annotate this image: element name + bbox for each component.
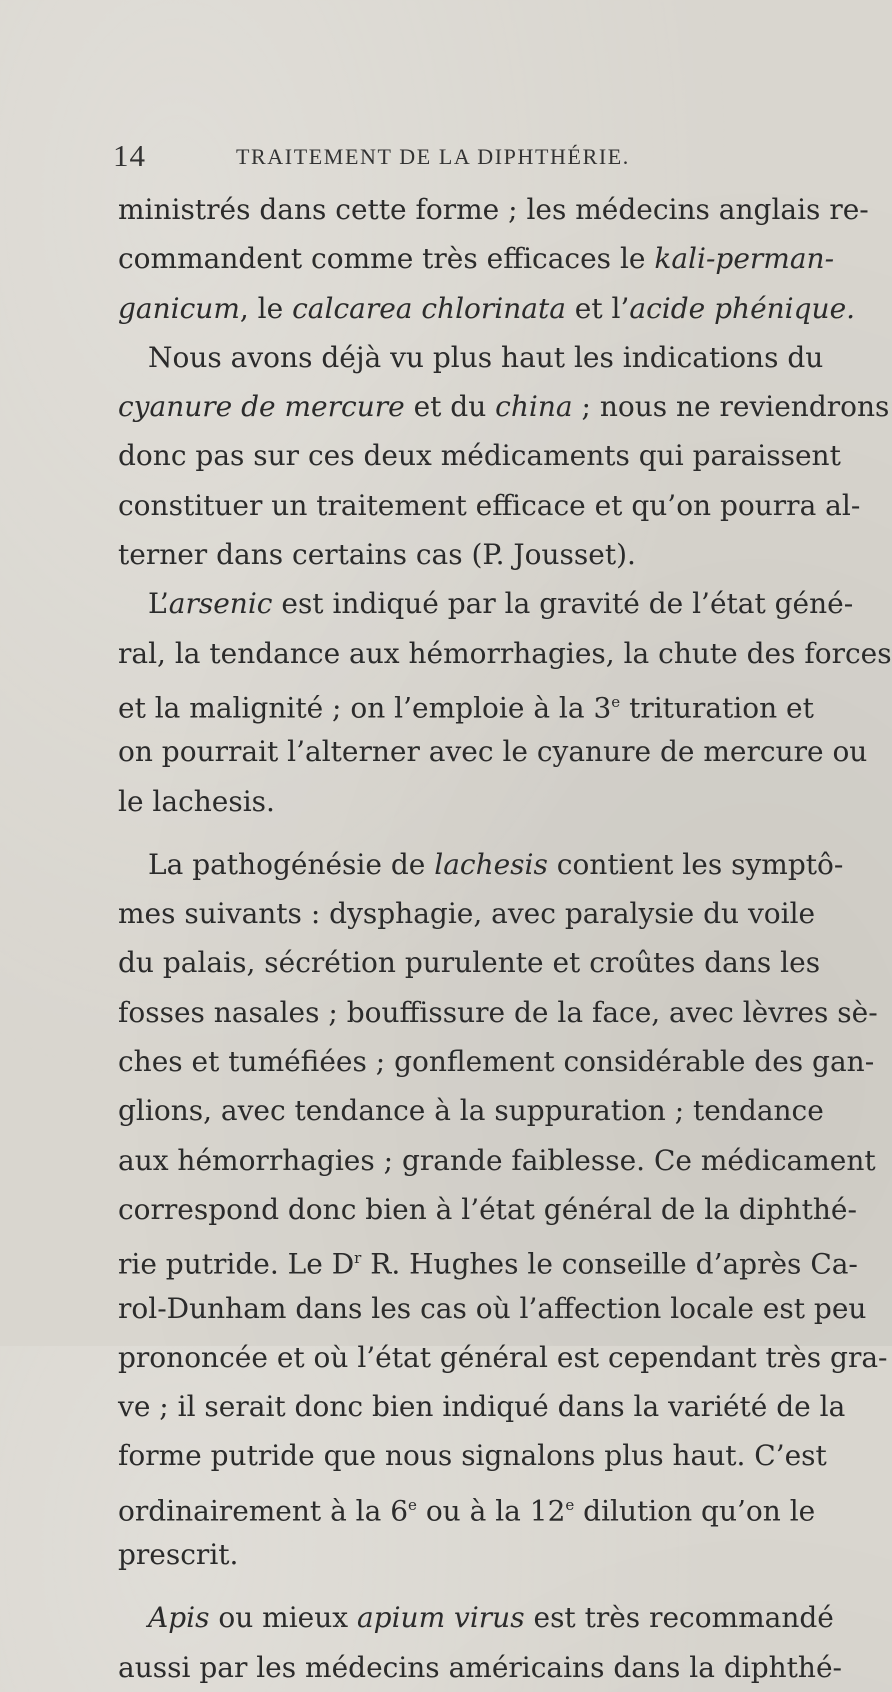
text-line: commandent comme très efficaces le kali-perman- [118, 242, 835, 276]
text-line: aussi par les médecins américains dans la diphthé- [118, 1650, 842, 1684]
text-line: ganicum, le calcarea chlorinata et l’acide phénique. [118, 291, 856, 325]
text-line: et la malignité ; on l’emploie à la 3e trituration et [118, 691, 814, 725]
paragraph-start: L’arsenic est indiqué par la gravité de l’état géné- [148, 587, 854, 621]
text-line: fosses nasales ; bouffissure de la face, avec lèvres sè- [118, 995, 878, 1029]
text-line: prononcée et où l’état général est cependant très gra- [118, 1340, 888, 1374]
text-line: rie putride. Le $D^r$ R. Hughes le conseille d’après Ca- [118, 1247, 858, 1281]
text-line: on pourrait l’alterner avec le cyanure de mercure ou [118, 735, 868, 769]
text-line: donc pas sur ces deux médicaments qui paraissent [118, 439, 841, 473]
text-line: ministrés dans cette forme ; les médecins anglais re- [118, 193, 869, 226]
text-line: aux hémorrhagies ; grande faiblesse. Ce médicament [118, 1143, 876, 1177]
paragraph-end: prescrit. [118, 1538, 239, 1572]
page-header [113, 138, 753, 174]
text-line: glions, avec tendance à la suppuration ; tendance [118, 1094, 824, 1128]
paragraph-start: Nous avons déjà vu plus haut les indications du [148, 340, 824, 374]
text-line: ral, la tendance aux hémorrhagies, la chute des forces [118, 636, 892, 670]
paragraph-end: le lachesis. [118, 784, 275, 818]
text-line: ches et tuméfiées ; gonflement considérable des gan- [118, 1045, 875, 1079]
text-line: du palais, sécrétion purulente et croûtes dans les [118, 946, 821, 980]
paragraph-start: Apis ou mieux apium virus est très recommandé [148, 1601, 834, 1635]
text-line: constituer un traitement efficace et qu’on pourra al- [118, 488, 861, 522]
text-line: cyanure de mercure et du china ; nous ne reviendrons [118, 390, 890, 424]
text-line: rol-Dunham dans les cas où l’affection locale est peu [118, 1291, 867, 1325]
body-text [118, 185, 892, 1692]
text-line: mes suivants : dysphagie, avec paralysie du voile [118, 897, 816, 931]
text-line: ve ; il serait donc bien indiqué dans la variété de la [118, 1390, 846, 1424]
running-title: TRAITEMENT DE LA DIPHTHÉRIE. [236, 144, 630, 169]
paragraph-start: La pathogénésie de lachesis contient les symptô- [148, 847, 844, 881]
text-line: correspond donc bien à l’état général de la diphthé- [118, 1192, 857, 1226]
text-line: forme putride que nous signalons plus haut. C’est [118, 1439, 827, 1473]
text-line: ordinairement à la 6e ou à la 12e dilution qu’on le [118, 1494, 816, 1528]
page-number: 14 [113, 138, 146, 173]
paragraph-end: terner dans certains cas (P. Jousset). [118, 538, 636, 572]
